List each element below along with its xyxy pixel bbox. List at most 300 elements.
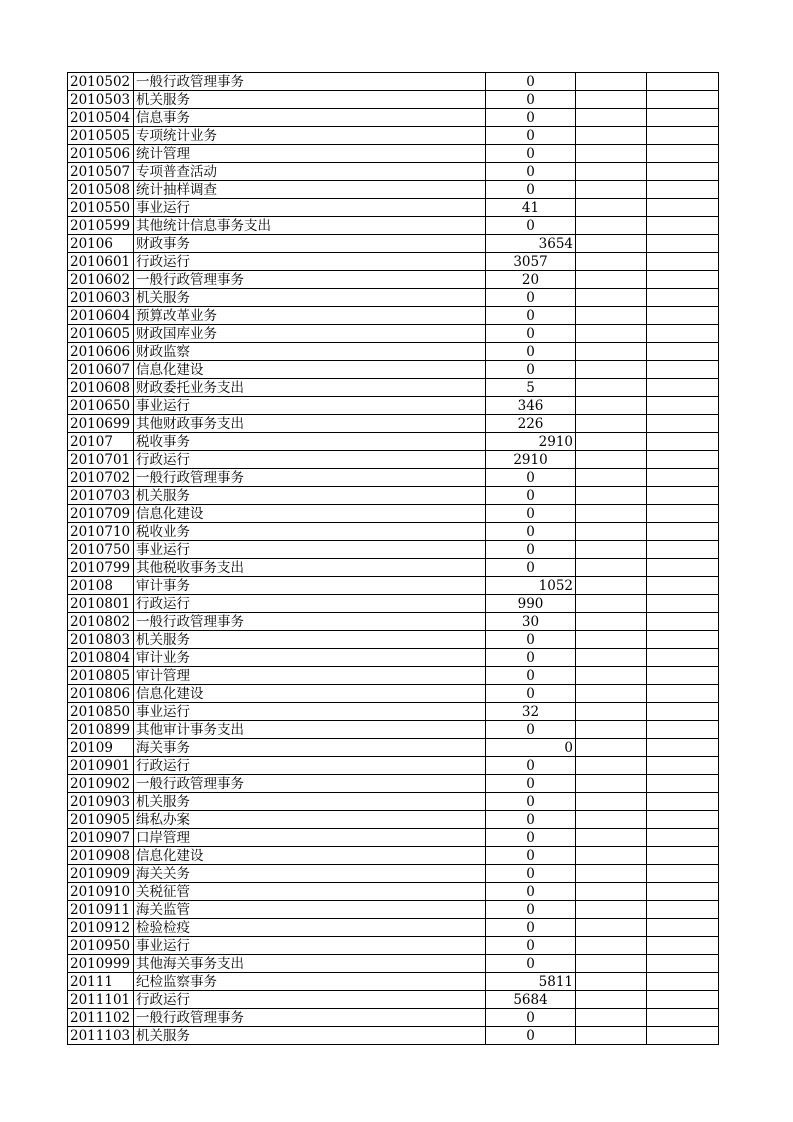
row-name-cell[interactable]: 审计事务 — [134, 577, 486, 595]
row-value-cell[interactable]: 3057 — [486, 253, 576, 271]
row-code-cell[interactable]: 2010908 — [68, 847, 134, 865]
row-empty-cell[interactable] — [576, 73, 647, 91]
row-code-cell[interactable]: 2010905 — [68, 811, 134, 829]
row-empty-cell[interactable] — [576, 703, 647, 721]
row-value-cell[interactable]: 0 — [486, 829, 576, 847]
row-empty-cell[interactable] — [576, 595, 647, 613]
row-code-cell[interactable]: 20107 — [68, 433, 134, 451]
row-empty-cell[interactable] — [576, 739, 647, 757]
row-name-cell[interactable]: 财政国库业务 — [134, 325, 486, 343]
row-empty-cell[interactable] — [576, 541, 647, 559]
row-name-cell[interactable]: 信息事务 — [134, 109, 486, 127]
table-row — [68, 235, 719, 253]
table-row — [68, 1009, 719, 1027]
row-name-cell[interactable]: 信息化建设 — [134, 505, 486, 523]
row-name-cell[interactable]: 行政运行 — [134, 451, 486, 469]
row-empty-cell[interactable] — [647, 325, 719, 343]
row-code-cell[interactable]: 2010903 — [68, 793, 134, 811]
row-value-cell[interactable]: 0 — [486, 361, 576, 379]
row-name-cell[interactable]: 海关监管 — [134, 901, 486, 919]
row-code-cell[interactable]: 2010701 — [68, 451, 134, 469]
row-value-cell[interactable]: 32 — [486, 703, 576, 721]
row-name-cell[interactable]: 机关服务 — [134, 793, 486, 811]
row-code-cell[interactable]: 2010907 — [68, 829, 134, 847]
row-value-cell[interactable]: 0 — [486, 721, 576, 739]
row-name-cell[interactable]: 其他审计事务支出 — [134, 721, 486, 739]
row-empty-cell[interactable] — [576, 901, 647, 919]
row-name-cell[interactable]: 其他财政事务支出 — [134, 415, 486, 433]
row-empty-cell[interactable] — [647, 721, 719, 739]
row-value-cell[interactable]: 0 — [486, 325, 576, 343]
row-name-cell[interactable]: 信息化建设 — [134, 847, 486, 865]
row-code-cell[interactable]: 2010506 — [68, 145, 134, 163]
row-empty-cell[interactable] — [576, 91, 647, 109]
table-row — [68, 973, 719, 991]
row-value-cell[interactable]: 0 — [486, 667, 576, 685]
table-row — [68, 325, 719, 343]
row-code-cell[interactable]: 2011101 — [68, 991, 134, 1009]
row-code-cell[interactable]: 2010750 — [68, 541, 134, 559]
row-value-cell[interactable]: 0 — [486, 811, 576, 829]
row-code-cell[interactable]: 2010607 — [68, 361, 134, 379]
row-empty-cell[interactable] — [576, 505, 647, 523]
row-empty-cell[interactable] — [576, 109, 647, 127]
row-empty-cell[interactable] — [647, 271, 719, 289]
row-empty-cell[interactable] — [576, 613, 647, 631]
row-value-cell[interactable]: 346 — [486, 397, 576, 415]
row-empty-cell[interactable] — [576, 649, 647, 667]
row-value-cell[interactable]: 20 — [486, 271, 576, 289]
row-value-cell[interactable]: 0 — [486, 793, 576, 811]
row-name-cell[interactable]: 信息化建设 — [134, 361, 486, 379]
row-name-cell[interactable]: 海关关务 — [134, 865, 486, 883]
row-value-cell[interactable]: 5 — [486, 379, 576, 397]
row-name-cell[interactable]: 税收事务 — [134, 433, 486, 451]
row-value-cell[interactable]: 0 — [486, 469, 576, 487]
row-name-cell[interactable]: 一般行政管理事务 — [134, 613, 486, 631]
table-row — [68, 649, 719, 667]
row-name-cell[interactable]: 一般行政管理事务 — [134, 271, 486, 289]
row-empty-cell[interactable] — [576, 451, 647, 469]
row-empty-cell[interactable] — [647, 703, 719, 721]
row-name-cell[interactable]: 其他税收事务支出 — [134, 559, 486, 577]
row-empty-cell[interactable] — [576, 991, 647, 1009]
row-empty-cell[interactable] — [576, 415, 647, 433]
row-empty-cell[interactable] — [576, 217, 647, 235]
row-value-cell[interactable]: 0 — [486, 217, 576, 235]
row-empty-cell[interactable] — [647, 631, 719, 649]
row-value-cell[interactable]: 0 — [486, 631, 576, 649]
row-code-cell[interactable]: 2010899 — [68, 721, 134, 739]
row-value-cell[interactable]: 0 — [486, 559, 576, 577]
row-empty-cell[interactable] — [647, 847, 719, 865]
row-empty-cell[interactable] — [576, 685, 647, 703]
table-row — [68, 775, 719, 793]
row-name-cell[interactable]: 事业运行 — [134, 541, 486, 559]
row-empty-cell[interactable] — [576, 721, 647, 739]
row-value-cell[interactable]: 0 — [486, 289, 576, 307]
row-empty-cell[interactable] — [647, 559, 719, 577]
row-empty-cell[interactable] — [647, 127, 719, 145]
table-row — [68, 451, 719, 469]
row-name-cell[interactable]: 财政委托业务支出 — [134, 379, 486, 397]
row-name-cell[interactable]: 口岸管理 — [134, 829, 486, 847]
row-code-cell[interactable]: 2010601 — [68, 253, 134, 271]
row-name-cell[interactable]: 其他统计信息事务支出 — [134, 217, 486, 235]
row-empty-cell[interactable] — [576, 523, 647, 541]
row-code-cell[interactable]: 2010801 — [68, 595, 134, 613]
row-empty-cell[interactable] — [647, 73, 719, 91]
row-code-cell[interactable]: 2010505 — [68, 127, 134, 145]
row-empty-cell[interactable] — [647, 451, 719, 469]
row-code-cell[interactable]: 2010804 — [68, 649, 134, 667]
row-value-cell[interactable]: 0 — [486, 307, 576, 325]
row-value-cell[interactable]: 0 — [486, 847, 576, 865]
row-empty-cell[interactable] — [576, 307, 647, 325]
row-code-cell[interactable]: 2010799 — [68, 559, 134, 577]
row-empty-cell[interactable] — [576, 631, 647, 649]
row-code-cell[interactable]: 2010608 — [68, 379, 134, 397]
row-value-cell[interactable]: 0 — [486, 955, 576, 973]
row-code-cell[interactable]: 2010710 — [68, 523, 134, 541]
row-empty-cell[interactable] — [647, 955, 719, 973]
row-name-cell[interactable]: 预算改革业务 — [134, 307, 486, 325]
row-empty-cell[interactable] — [576, 253, 647, 271]
row-empty-cell[interactable] — [576, 973, 647, 991]
row-empty-cell[interactable] — [576, 163, 647, 181]
row-value-cell[interactable]: 0 — [486, 937, 576, 955]
row-empty-cell[interactable] — [576, 379, 647, 397]
row-empty-cell[interactable] — [647, 289, 719, 307]
row-code-cell[interactable]: 2011102 — [68, 1009, 134, 1027]
row-name-cell[interactable]: 检验检疫 — [134, 919, 486, 937]
row-empty-cell[interactable] — [576, 469, 647, 487]
row-empty-cell[interactable] — [576, 811, 647, 829]
row-empty-cell[interactable] — [576, 397, 647, 415]
row-code-cell[interactable]: 2010602 — [68, 271, 134, 289]
row-empty-cell[interactable] — [576, 577, 647, 595]
row-value-cell[interactable]: 0 — [486, 1027, 576, 1045]
row-empty-cell[interactable] — [647, 865, 719, 883]
row-value-cell[interactable]: 2910 — [486, 433, 576, 451]
row-empty-cell[interactable] — [647, 109, 719, 127]
row-empty-cell[interactable] — [647, 181, 719, 199]
row-name-cell[interactable]: 机关服务 — [134, 631, 486, 649]
row-empty-cell[interactable] — [576, 1009, 647, 1027]
row-value-cell[interactable]: 41 — [486, 199, 576, 217]
row-empty-cell[interactable] — [647, 757, 719, 775]
table-row — [68, 847, 719, 865]
table-row — [68, 145, 719, 163]
table-row — [68, 199, 719, 217]
row-code-cell[interactable]: 2010901 — [68, 757, 134, 775]
row-empty-cell[interactable] — [647, 685, 719, 703]
row-name-cell[interactable]: 事业运行 — [134, 199, 486, 217]
row-value-cell[interactable]: 0 — [486, 1009, 576, 1027]
row-name-cell[interactable]: 关税征管 — [134, 883, 486, 901]
row-empty-cell[interactable] — [647, 361, 719, 379]
row-empty-cell[interactable] — [576, 919, 647, 937]
row-empty-cell[interactable] — [576, 361, 647, 379]
table-row — [68, 163, 719, 181]
row-value-cell[interactable]: 0 — [486, 487, 576, 505]
row-empty-cell[interactable] — [576, 955, 647, 973]
row-code-cell[interactable]: 2010803 — [68, 631, 134, 649]
row-empty-cell[interactable] — [647, 1027, 719, 1045]
table-row — [68, 217, 719, 235]
row-value-cell[interactable]: 5684 — [486, 991, 576, 1009]
row-empty-cell[interactable] — [647, 379, 719, 397]
row-name-cell[interactable]: 审计业务 — [134, 649, 486, 667]
row-name-cell[interactable]: 事业运行 — [134, 703, 486, 721]
row-code-cell[interactable]: 2010605 — [68, 325, 134, 343]
row-empty-cell[interactable] — [576, 199, 647, 217]
row-value-cell[interactable]: 30 — [486, 613, 576, 631]
row-name-cell[interactable]: 专项普查活动 — [134, 163, 486, 181]
row-code-cell[interactable]: 2010703 — [68, 487, 134, 505]
row-name-cell[interactable]: 事业运行 — [134, 937, 486, 955]
table-row — [68, 343, 719, 361]
row-empty-cell[interactable] — [647, 469, 719, 487]
table-row — [68, 865, 719, 883]
row-name-cell[interactable]: 统计管理 — [134, 145, 486, 163]
row-code-cell[interactable]: 2010999 — [68, 955, 134, 973]
row-value-cell[interactable]: 0 — [486, 91, 576, 109]
row-code-cell[interactable]: 2010507 — [68, 163, 134, 181]
row-empty-cell[interactable] — [647, 505, 719, 523]
row-code-cell[interactable]: 2010902 — [68, 775, 134, 793]
row-code-cell[interactable]: 2010806 — [68, 685, 134, 703]
row-empty-cell[interactable] — [576, 487, 647, 505]
row-empty-cell[interactable] — [576, 235, 647, 253]
table-row — [68, 703, 719, 721]
row-value-cell[interactable]: 0 — [486, 163, 576, 181]
row-empty-cell[interactable] — [647, 919, 719, 937]
table-row — [68, 667, 719, 685]
row-code-cell[interactable]: 2010702 — [68, 469, 134, 487]
row-code-cell[interactable]: 2010550 — [68, 199, 134, 217]
row-code-cell[interactable]: 2010709 — [68, 505, 134, 523]
row-name-cell[interactable]: 专项统计业务 — [134, 127, 486, 145]
row-code-cell[interactable]: 2010912 — [68, 919, 134, 937]
row-name-cell[interactable]: 一般行政管理事务 — [134, 73, 486, 91]
row-empty-cell[interactable] — [647, 739, 719, 757]
row-value-cell[interactable]: 0 — [486, 523, 576, 541]
row-value-cell[interactable]: 0 — [486, 145, 576, 163]
table-row — [68, 811, 719, 829]
row-code-cell[interactable]: 2010805 — [68, 667, 134, 685]
table-row — [68, 685, 719, 703]
table-row — [68, 991, 719, 1009]
row-empty-cell[interactable] — [647, 541, 719, 559]
row-code-cell[interactable]: 2010650 — [68, 397, 134, 415]
row-empty-cell[interactable] — [647, 811, 719, 829]
row-name-cell[interactable]: 事业运行 — [134, 397, 486, 415]
row-name-cell[interactable]: 其他海关事务支出 — [134, 955, 486, 973]
row-empty-cell[interactable] — [647, 343, 719, 361]
row-empty-cell[interactable] — [576, 1027, 647, 1045]
budget-table-body — [68, 73, 719, 1045]
row-value-cell[interactable]: 0 — [486, 181, 576, 199]
row-code-cell[interactable]: 20108 — [68, 577, 134, 595]
row-empty-cell[interactable] — [647, 577, 719, 595]
table-row — [68, 757, 719, 775]
row-code-cell[interactable]: 20111 — [68, 973, 134, 991]
row-empty-cell[interactable] — [576, 271, 647, 289]
row-empty-cell[interactable] — [576, 127, 647, 145]
row-value-cell[interactable]: 0 — [486, 343, 576, 361]
row-value-cell[interactable]: 990 — [486, 595, 576, 613]
row-name-cell[interactable]: 海关事务 — [134, 739, 486, 757]
row-name-cell[interactable]: 信息化建设 — [134, 685, 486, 703]
row-empty-cell[interactable] — [647, 487, 719, 505]
row-empty-cell[interactable] — [647, 991, 719, 1009]
row-name-cell[interactable]: 机关服务 — [134, 1027, 486, 1045]
row-empty-cell[interactable] — [647, 307, 719, 325]
row-code-cell[interactable]: 2010909 — [68, 865, 134, 883]
row-empty-cell[interactable] — [647, 793, 719, 811]
row-value-cell[interactable]: 0 — [486, 73, 576, 91]
row-name-cell[interactable]: 行政运行 — [134, 991, 486, 1009]
row-value-cell[interactable]: 226 — [486, 415, 576, 433]
row-code-cell[interactable]: 2010603 — [68, 289, 134, 307]
row-value-cell[interactable]: 5811 — [486, 973, 576, 991]
row-value-cell[interactable]: 0 — [486, 505, 576, 523]
table-row — [68, 721, 719, 739]
row-value-cell[interactable]: 0 — [486, 541, 576, 559]
row-code-cell[interactable]: 2010950 — [68, 937, 134, 955]
row-empty-cell[interactable] — [576, 181, 647, 199]
row-empty-cell[interactable] — [647, 829, 719, 847]
row-empty-cell[interactable] — [576, 937, 647, 955]
row-empty-cell[interactable] — [576, 883, 647, 901]
row-value-cell[interactable]: 1052 — [486, 577, 576, 595]
row-value-cell[interactable]: 0 — [486, 109, 576, 127]
row-empty-cell[interactable] — [647, 253, 719, 271]
row-empty-cell[interactable] — [576, 757, 647, 775]
row-name-cell[interactable]: 审计管理 — [134, 667, 486, 685]
row-empty-cell[interactable] — [647, 235, 719, 253]
row-code-cell[interactable]: 2010606 — [68, 343, 134, 361]
row-empty-cell[interactable] — [647, 523, 719, 541]
row-name-cell[interactable]: 财政监察 — [134, 343, 486, 361]
row-code-cell[interactable]: 20109 — [68, 739, 134, 757]
row-name-cell[interactable]: 一般行政管理事务 — [134, 1009, 486, 1027]
row-name-cell[interactable]: 机关服务 — [134, 91, 486, 109]
table-row — [68, 829, 719, 847]
row-code-cell[interactable]: 2010802 — [68, 613, 134, 631]
row-value-cell[interactable]: 3654 — [486, 235, 576, 253]
row-name-cell[interactable]: 机关服务 — [134, 487, 486, 505]
table-row — [68, 793, 719, 811]
row-value-cell[interactable]: 0 — [486, 127, 576, 145]
row-name-cell[interactable]: 一般行政管理事务 — [134, 775, 486, 793]
row-code-cell[interactable]: 2010699 — [68, 415, 134, 433]
row-empty-cell[interactable] — [647, 775, 719, 793]
row-empty-cell[interactable] — [647, 415, 719, 433]
row-empty-cell[interactable] — [576, 559, 647, 577]
row-empty-cell[interactable] — [647, 883, 719, 901]
row-code-cell[interactable]: 2010911 — [68, 901, 134, 919]
row-name-cell[interactable]: 行政运行 — [134, 253, 486, 271]
table-row — [68, 937, 719, 955]
row-empty-cell[interactable] — [647, 595, 719, 613]
row-empty-cell[interactable] — [647, 397, 719, 415]
row-code-cell[interactable]: 20106 — [68, 235, 134, 253]
row-empty-cell[interactable] — [647, 973, 719, 991]
row-empty-cell[interactable] — [647, 199, 719, 217]
row-code-cell[interactable]: 2010504 — [68, 109, 134, 127]
row-empty-cell[interactable] — [647, 217, 719, 235]
row-empty-cell[interactable] — [576, 289, 647, 307]
row-empty-cell[interactable] — [576, 433, 647, 451]
row-value-cell[interactable]: 0 — [486, 883, 576, 901]
row-empty-cell[interactable] — [647, 667, 719, 685]
row-empty-cell[interactable] — [647, 163, 719, 181]
table-row — [68, 631, 719, 649]
row-code-cell[interactable]: 2010502 — [68, 73, 134, 91]
row-code-cell[interactable]: 2010503 — [68, 91, 134, 109]
row-name-cell[interactable]: 缉私办案 — [134, 811, 486, 829]
row-code-cell[interactable]: 2010508 — [68, 181, 134, 199]
row-value-cell[interactable]: 2910 — [486, 451, 576, 469]
row-empty-cell[interactable] — [647, 901, 719, 919]
row-value-cell[interactable]: 0 — [486, 775, 576, 793]
row-name-cell[interactable]: 一般行政管理事务 — [134, 469, 486, 487]
row-empty-cell[interactable] — [576, 325, 647, 343]
row-name-cell[interactable]: 行政运行 — [134, 757, 486, 775]
row-value-cell[interactable]: 0 — [486, 739, 576, 757]
row-code-cell[interactable]: 2010599 — [68, 217, 134, 235]
row-value-cell[interactable]: 0 — [486, 757, 576, 775]
table-row — [68, 739, 719, 757]
row-value-cell[interactable]: 0 — [486, 865, 576, 883]
row-empty-cell[interactable] — [576, 145, 647, 163]
row-value-cell[interactable]: 0 — [486, 901, 576, 919]
row-name-cell[interactable]: 行政运行 — [134, 595, 486, 613]
row-code-cell[interactable]: 2010850 — [68, 703, 134, 721]
row-empty-cell[interactable] — [647, 1009, 719, 1027]
row-code-cell[interactable]: 2011103 — [68, 1027, 134, 1045]
table-row — [68, 109, 719, 127]
row-code-cell[interactable]: 2010910 — [68, 883, 134, 901]
row-empty-cell[interactable] — [647, 433, 719, 451]
row-empty-cell[interactable] — [647, 91, 719, 109]
row-name-cell[interactable]: 纪检监察事务 — [134, 973, 486, 991]
row-empty-cell[interactable] — [576, 667, 647, 685]
table-row — [68, 883, 719, 901]
row-value-cell[interactable]: 0 — [486, 685, 576, 703]
row-name-cell[interactable]: 税收业务 — [134, 523, 486, 541]
row-name-cell[interactable]: 机关服务 — [134, 289, 486, 307]
row-empty-cell[interactable] — [576, 775, 647, 793]
row-empty-cell[interactable] — [576, 865, 647, 883]
row-empty-cell[interactable] — [647, 613, 719, 631]
row-empty-cell[interactable] — [647, 145, 719, 163]
row-empty-cell[interactable] — [576, 343, 647, 361]
row-empty-cell[interactable] — [647, 937, 719, 955]
row-empty-cell[interactable] — [576, 847, 647, 865]
row-code-cell[interactable]: 2010604 — [68, 307, 134, 325]
row-value-cell[interactable]: 0 — [486, 649, 576, 667]
row-name-cell[interactable]: 财政事务 — [134, 235, 486, 253]
row-empty-cell[interactable] — [647, 649, 719, 667]
row-empty-cell[interactable] — [576, 829, 647, 847]
row-value-cell[interactable]: 0 — [486, 919, 576, 937]
row-name-cell[interactable]: 统计抽样调查 — [134, 181, 486, 199]
row-empty-cell[interactable] — [576, 793, 647, 811]
table-row — [68, 415, 719, 433]
